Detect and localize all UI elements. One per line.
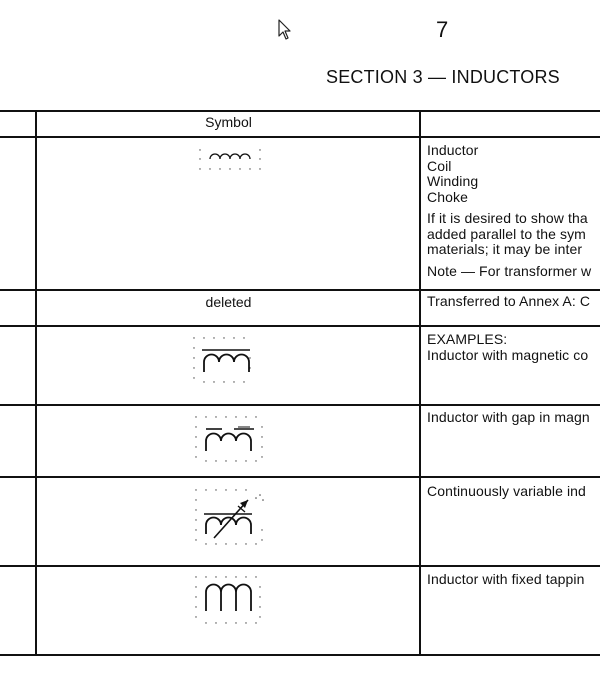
page-number: 7 bbox=[436, 17, 449, 42]
row-deleted-description: Transferred to Annex A: C bbox=[427, 294, 591, 309]
note-line: Note — For transformer w bbox=[427, 262, 592, 279]
column-header-symbol: Symbol bbox=[205, 114, 252, 130]
row-magnetic-core-description bbox=[427, 332, 600, 363]
note-line: materials; it may be inter bbox=[427, 241, 583, 257]
table-border-bottom bbox=[0, 654, 600, 656]
description-line: Choke bbox=[427, 188, 468, 205]
description-line: Coil bbox=[427, 157, 452, 174]
table-header-divider bbox=[0, 136, 600, 138]
table-row-divider bbox=[0, 404, 600, 406]
table-row-divider bbox=[0, 476, 600, 478]
inductor-fixed-tappings-symbol bbox=[192, 573, 264, 627]
table-column-divider bbox=[35, 110, 37, 656]
inductor-magnetic-core-symbol bbox=[190, 334, 256, 388]
table-row-divider bbox=[0, 289, 600, 291]
table-row-divider bbox=[0, 325, 600, 327]
description-line: Inductor with magnetic co bbox=[427, 346, 589, 363]
table-border-top bbox=[0, 110, 600, 112]
note-line: added parallel to the sym bbox=[427, 225, 586, 242]
mouse-cursor-icon bbox=[278, 19, 292, 40]
deleted-symbol-text: deleted bbox=[205, 294, 252, 310]
inductor-symbol bbox=[196, 146, 264, 174]
description-line: Winding bbox=[427, 173, 479, 189]
inductor-gap-in-core-symbol bbox=[192, 413, 266, 467]
note-line: If it is desired to show tha bbox=[427, 210, 588, 226]
table-column-divider bbox=[419, 110, 421, 656]
variable-inductor-symbol bbox=[190, 486, 266, 548]
table-row-divider bbox=[0, 565, 600, 567]
section-title: SECTION 3 — INDUCTORS bbox=[326, 67, 560, 87]
row-fixed-tappings-description: Inductor with fixed tappin bbox=[427, 572, 585, 587]
description-line: Inductor bbox=[427, 143, 479, 158]
description-line: EXAMPLES: bbox=[427, 332, 508, 347]
row-variable-inductor-description: Continuously variable ind bbox=[427, 484, 586, 499]
row-gap-core-description: Inductor with gap in magn bbox=[427, 410, 590, 425]
row-inductor-description bbox=[427, 143, 600, 279]
